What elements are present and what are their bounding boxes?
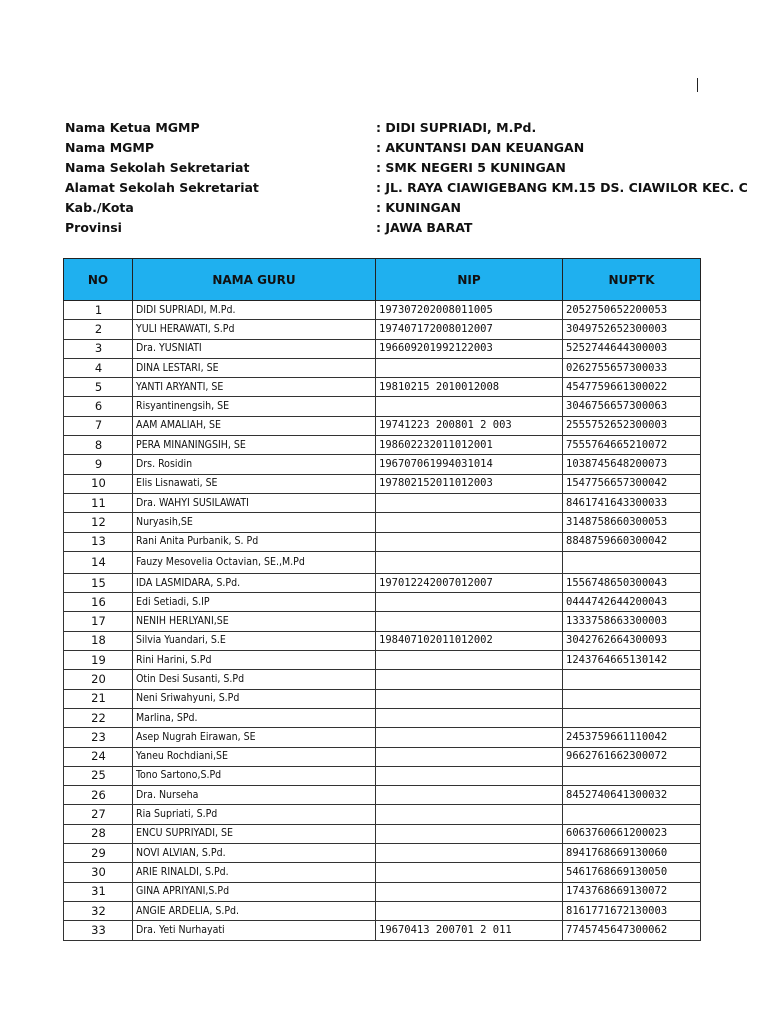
teacher-name-cell: Dra. Yeti Nurhayati xyxy=(133,921,376,940)
nip-cell xyxy=(376,786,563,805)
table-row xyxy=(64,921,701,940)
nip-cell: 198407102011012002 xyxy=(376,631,563,650)
row-number-cell: 16 xyxy=(64,593,133,612)
nip-cell: 19810215 2010012008 xyxy=(376,378,563,397)
info-value: : AKUNTANSI DAN KEUANGAN xyxy=(376,140,585,155)
teacher-name-cell: Silvia Yuandari, S.E xyxy=(133,631,376,650)
teacher-name-cell: AAM AMALIAH, SE xyxy=(133,416,376,435)
mgmp-info-block xyxy=(65,118,748,238)
nip-cell xyxy=(376,551,563,573)
nip-cell: 197307202008011005 xyxy=(376,301,563,320)
teacher-name-cell: Edi Setiadi, S.IP xyxy=(133,593,376,612)
nuptk-cell: 3046756657300063 xyxy=(563,397,701,416)
nuptk-cell: 1743768669130072 xyxy=(563,882,701,901)
teacher-name-cell: IDA LASMIDARA, S.Pd. xyxy=(133,573,376,592)
row-number-cell: 3 xyxy=(64,339,133,358)
row-number-cell: 20 xyxy=(64,670,133,689)
nip-cell xyxy=(376,670,563,689)
table-row xyxy=(64,612,701,631)
nip-cell xyxy=(376,882,563,901)
nuptk-cell xyxy=(563,670,701,689)
row-number-cell: 18 xyxy=(64,631,133,650)
nip-cell: 196707061994031014 xyxy=(376,455,563,474)
nuptk-cell: 8848759660300042 xyxy=(563,532,701,551)
table-row xyxy=(64,844,701,863)
table-row xyxy=(64,358,701,377)
teacher-table xyxy=(63,258,701,941)
info-row-mgmp xyxy=(65,138,705,158)
teacher-name-cell: Tono Sartono,S.Pd xyxy=(133,766,376,785)
teacher-name-cell: NOVI ALVIAN, S.Pd. xyxy=(133,844,376,863)
nuptk-cell: 6063760661200023 xyxy=(563,824,701,843)
teacher-name-cell: Marlina, SPd. xyxy=(133,708,376,727)
row-number-cell: 4 xyxy=(64,358,133,377)
nuptk-cell xyxy=(563,766,701,785)
nuptk-cell: 1333758663300003 xyxy=(563,612,701,631)
row-number-cell: 23 xyxy=(64,728,133,747)
nuptk-cell: 1243764665130142 xyxy=(563,651,701,670)
teacher-name-cell: ENCU SUPRIYADI, SE xyxy=(133,824,376,843)
row-number-cell: 9 xyxy=(64,455,133,474)
teacher-name-cell: PERA MINANINGSIH, SE xyxy=(133,436,376,455)
nuptk-cell: 0262755657300033 xyxy=(563,358,701,377)
nip-cell: 198602232011012001 xyxy=(376,436,563,455)
nip-cell: 19670413 200701 2 011 xyxy=(376,921,563,940)
nip-cell: 197407172008012007 xyxy=(376,320,563,339)
column-header-no: NO xyxy=(64,259,133,301)
nip-cell xyxy=(376,747,563,766)
info-label: Kab./Kota xyxy=(65,200,134,215)
row-number-cell: 14 xyxy=(64,551,133,573)
nuptk-cell: 3042762664300093 xyxy=(563,631,701,650)
nip-cell xyxy=(376,766,563,785)
nip-cell xyxy=(376,708,563,727)
row-number-cell: 25 xyxy=(64,766,133,785)
row-number-cell: 29 xyxy=(64,844,133,863)
table-row xyxy=(64,747,701,766)
nuptk-cell: 8452740641300032 xyxy=(563,786,701,805)
nuptk-cell: 9662761662300072 xyxy=(563,747,701,766)
nuptk-cell xyxy=(563,708,701,727)
nuptk-cell xyxy=(563,689,701,708)
row-number-cell: 15 xyxy=(64,573,133,592)
nuptk-cell: 2052750652200053 xyxy=(563,301,701,320)
row-number-cell: 30 xyxy=(64,863,133,882)
table-row xyxy=(64,824,701,843)
teacher-name-cell: Elis Lisnawati, SE xyxy=(133,474,376,493)
teacher-name-cell: Rini Harini, S.Pd xyxy=(133,651,376,670)
table-row xyxy=(64,301,701,320)
table-row xyxy=(64,863,701,882)
teacher-name-cell: Dra. Nurseha xyxy=(133,786,376,805)
table-row xyxy=(64,689,701,708)
nip-cell xyxy=(376,901,563,920)
nuptk-cell: 7555764665210072 xyxy=(563,436,701,455)
info-label: Nama MGMP xyxy=(65,140,155,155)
table-row xyxy=(64,532,701,551)
table-row xyxy=(64,593,701,612)
teacher-name-cell: ANGIE ARDELIA, S.Pd. xyxy=(133,901,376,920)
nip-cell xyxy=(376,532,563,551)
nuptk-cell: 2555752652300003 xyxy=(563,416,701,435)
teacher-name-cell: NENIH HERLYANI,SE xyxy=(133,612,376,631)
nip-cell xyxy=(376,844,563,863)
nuptk-cell: 1038745648200073 xyxy=(563,455,701,474)
nip-cell: 19741223 200801 2 003 xyxy=(376,416,563,435)
row-number-cell: 11 xyxy=(64,493,133,512)
info-value: : KUNINGAN xyxy=(376,200,461,215)
table-row xyxy=(64,631,701,650)
table-row xyxy=(64,339,701,358)
info-row-kota xyxy=(65,198,705,218)
row-number-cell: 10 xyxy=(64,474,133,493)
teacher-name-cell: Otin Desi Susanti, S.Pd xyxy=(133,670,376,689)
table-row xyxy=(64,573,701,592)
table-row xyxy=(64,436,701,455)
table-row xyxy=(64,416,701,435)
nip-cell xyxy=(376,513,563,532)
table-row xyxy=(64,474,701,493)
teacher-name-cell: Fauzy Mesovelia Octavian, SE.,M.Pd xyxy=(133,551,376,573)
row-number-cell: 21 xyxy=(64,689,133,708)
nip-cell xyxy=(376,728,563,747)
info-row-alamat xyxy=(65,178,748,198)
teacher-name-cell: GINA APRIYANI,S.Pd xyxy=(133,882,376,901)
row-number-cell: 28 xyxy=(64,824,133,843)
teacher-name-cell: Asep Nugrah Eirawan, SE xyxy=(133,728,376,747)
row-number-cell: 27 xyxy=(64,805,133,824)
nuptk-cell: 3049752652300003 xyxy=(563,320,701,339)
nip-cell: 197012242007012007 xyxy=(376,573,563,592)
table-row xyxy=(64,551,701,573)
teacher-name-cell: ARIE RINALDI, S.Pd. xyxy=(133,863,376,882)
table-row xyxy=(64,728,701,747)
nuptk-cell: 8161771672130003 xyxy=(563,901,701,920)
nuptk-cell: 2453759661110042 xyxy=(563,728,701,747)
nuptk-cell: 5252744644300003 xyxy=(563,339,701,358)
table-row xyxy=(64,378,701,397)
info-value: : SMK NEGERI 5 KUNINGAN xyxy=(376,160,566,175)
row-number-cell: 13 xyxy=(64,532,133,551)
row-number-cell: 26 xyxy=(64,786,133,805)
teacher-table-container xyxy=(63,258,700,946)
nuptk-cell: 7745745647300062 xyxy=(563,921,701,940)
info-label: Nama Ketua MGMP xyxy=(65,120,200,135)
table-row xyxy=(64,397,701,416)
row-number-cell: 17 xyxy=(64,612,133,631)
table-row xyxy=(64,455,701,474)
teacher-name-cell: YANTI ARYANTI, SE xyxy=(133,378,376,397)
table-body xyxy=(64,301,701,941)
column-header-name: NAMA GURU xyxy=(133,259,376,301)
table-row xyxy=(64,786,701,805)
row-number-cell: 22 xyxy=(64,708,133,727)
info-row-provinsi xyxy=(65,218,705,238)
table-row xyxy=(64,766,701,785)
nip-cell xyxy=(376,805,563,824)
teacher-name-cell: YULI HERAWATI, S.Pd xyxy=(133,320,376,339)
teacher-name-cell: Risyantinengsih, SE xyxy=(133,397,376,416)
row-number-cell: 5 xyxy=(64,378,133,397)
info-label: Provinsi xyxy=(65,220,122,235)
nuptk-cell: 1547756657300042 xyxy=(563,474,701,493)
nuptk-cell: 5461768669130050 xyxy=(563,863,701,882)
nip-cell xyxy=(376,863,563,882)
nip-cell xyxy=(376,358,563,377)
text-cursor xyxy=(697,78,698,92)
nuptk-cell: 1556748650300043 xyxy=(563,573,701,592)
info-value: : JL. RAYA CIAWIGEBANG KM.15 DS. CIAWILOR KEC. C xyxy=(376,180,748,195)
nuptk-cell: 8461741643300033 xyxy=(563,493,701,512)
table-row xyxy=(64,320,701,339)
info-row-ketua xyxy=(65,118,705,138)
row-number-cell: 8 xyxy=(64,436,133,455)
nip-cell xyxy=(376,651,563,670)
row-number-cell: 7 xyxy=(64,416,133,435)
table-row xyxy=(64,901,701,920)
teacher-name-cell: Dra. YUSNIATI xyxy=(133,339,376,358)
nip-cell xyxy=(376,397,563,416)
table-header-row xyxy=(64,259,701,301)
teacher-name-cell: Rani Anita Purbanik, S. Pd xyxy=(133,532,376,551)
nip-cell: 197802152011012003 xyxy=(376,474,563,493)
row-number-cell: 32 xyxy=(64,901,133,920)
row-number-cell: 19 xyxy=(64,651,133,670)
row-number-cell: 33 xyxy=(64,921,133,940)
nuptk-cell: 8941768669130060 xyxy=(563,844,701,863)
teacher-name-cell: DINA LESTARI, SE xyxy=(133,358,376,377)
teacher-name-cell: Nuryasih,SE xyxy=(133,513,376,532)
info-value: : DIDI SUPRIADI, M.Pd. xyxy=(376,120,537,135)
teacher-name-cell: Neni Sriwahyuni, S.Pd xyxy=(133,689,376,708)
table-row xyxy=(64,708,701,727)
row-number-cell: 31 xyxy=(64,882,133,901)
teacher-name-cell: Ria Supriati, S.Pd xyxy=(133,805,376,824)
teacher-name-cell: Dra. WAHYI SUSILAWATI xyxy=(133,493,376,512)
row-number-cell: 6 xyxy=(64,397,133,416)
row-number-cell: 2 xyxy=(64,320,133,339)
nip-cell xyxy=(376,493,563,512)
nuptk-cell xyxy=(563,805,701,824)
column-header-nuptk: NUPTK xyxy=(563,259,701,301)
teacher-name-cell: Drs. Rosidin xyxy=(133,455,376,474)
nip-cell xyxy=(376,593,563,612)
table-row xyxy=(64,670,701,689)
nip-cell: 196609201992122003 xyxy=(376,339,563,358)
table-row xyxy=(64,513,701,532)
table-row xyxy=(64,805,701,824)
teacher-name-cell: Yaneu Rochdiani,SE xyxy=(133,747,376,766)
nuptk-cell: 3148758660300053 xyxy=(563,513,701,532)
table-row xyxy=(64,882,701,901)
nuptk-cell: 0444742644200043 xyxy=(563,593,701,612)
row-number-cell: 24 xyxy=(64,747,133,766)
table-row xyxy=(64,651,701,670)
teacher-name-cell: DIDI SUPRIADI, M.Pd. xyxy=(133,301,376,320)
nuptk-cell: 4547759661300022 xyxy=(563,378,701,397)
nuptk-cell xyxy=(563,551,701,573)
info-label: Nama Sekolah Sekretariat xyxy=(65,160,250,175)
table-row xyxy=(64,493,701,512)
nip-cell xyxy=(376,612,563,631)
info-row-sekolah xyxy=(65,158,705,178)
column-header-nip: NIP xyxy=(376,259,563,301)
nip-cell xyxy=(376,824,563,843)
info-value: : JAWA BARAT xyxy=(376,220,473,235)
row-number-cell: 12 xyxy=(64,513,133,532)
nip-cell xyxy=(376,689,563,708)
row-number-cell: 1 xyxy=(64,301,133,320)
info-label: Alamat Sekolah Sekretariat xyxy=(65,180,259,195)
